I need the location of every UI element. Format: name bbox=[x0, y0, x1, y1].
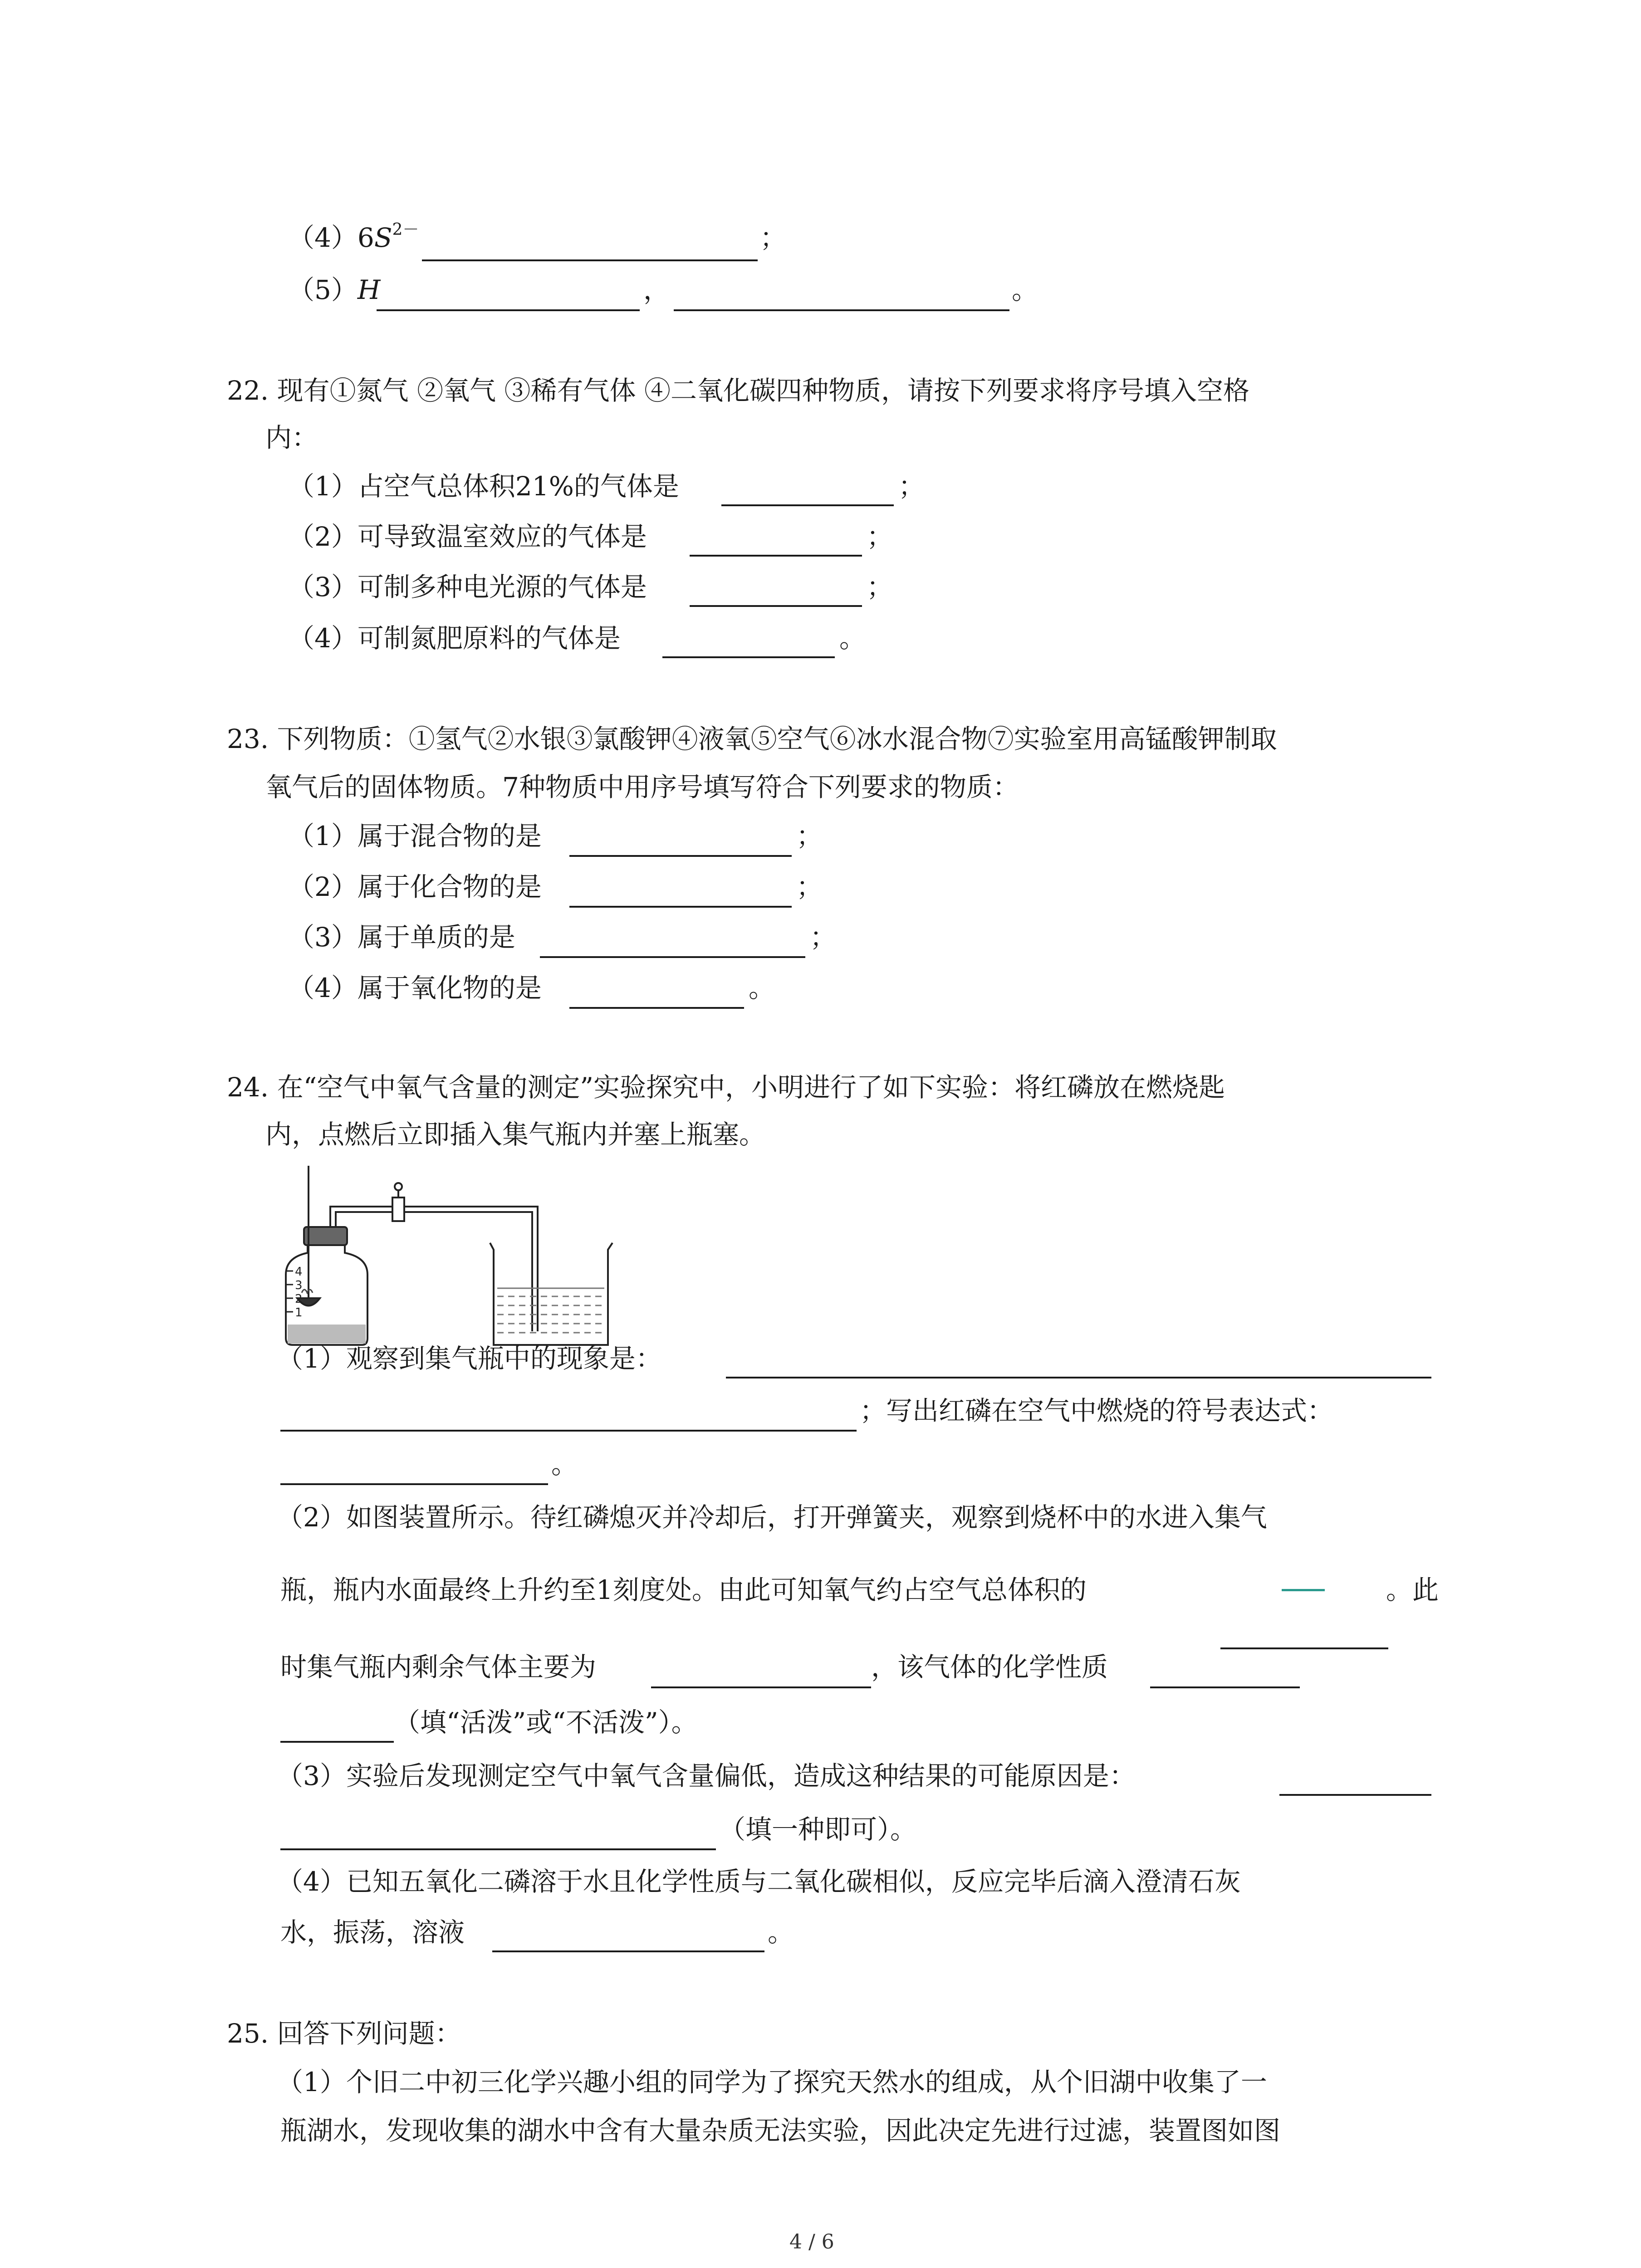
q24-p3-blank-b[interactable] bbox=[280, 1848, 716, 1850]
q23-item1: （1）属于混合物的是 bbox=[288, 821, 542, 851]
q21-item4-symbol: S bbox=[374, 222, 392, 253]
q22-item1: （1）占空气总体积21%的气体是 bbox=[288, 471, 679, 502]
q24-p2-line2: 瓶，瓶内水面最终上升约至1刻度处。由此可知氧气约占空气总体积的 bbox=[280, 1574, 1087, 1605]
q23-stem-line1: 23. 下列物质：①氢气②水银③氯酸钾④液氧⑤空气⑥冰水混合物⑦实验室用高锰酸钾制取 bbox=[227, 723, 1277, 754]
q22-item2: （2）可导致温室效应的气体是 bbox=[288, 521, 647, 552]
q22-item3-blank[interactable] bbox=[690, 605, 862, 607]
q24-p2-line1: （2）如图装置所示。待红磷熄灭并冷却后，打开弹簧夹，观察到烧杯中的水进入集气 bbox=[277, 1502, 1267, 1533]
q22-item3: （3）可制多种电光源的气体是 bbox=[288, 572, 647, 602]
q21-item5-label: （5）H bbox=[288, 274, 381, 305]
q24-p4-line2: 水，振荡，溶液 bbox=[280, 1917, 465, 1948]
q22-item4-blank[interactable] bbox=[662, 656, 835, 658]
q21-item5-blank-a[interactable] bbox=[377, 309, 640, 311]
page-number: 4 / 6 bbox=[789, 2230, 834, 2253]
q23-item4: （4）属于氧化物的是 bbox=[288, 973, 542, 1003]
q21-item4-charge: 2－ bbox=[392, 220, 419, 239]
q24-p1-line3-end: 。 bbox=[551, 1449, 578, 1480]
q24-p4-line1: （4）已知五氧化二磷溶于水且化学性质与二氧化碳相似，反应完毕后滴入澄清石灰 bbox=[277, 1866, 1241, 1897]
q24-p1-blank3[interactable] bbox=[280, 1483, 548, 1485]
q23-item2-blank[interactable] bbox=[569, 906, 792, 908]
q25-line2: 瓶湖水，发现收集的湖水中含有大量杂质无法实验，因此决定先进行过滤，装置图如图 bbox=[280, 2115, 1281, 2146]
jar-stopper bbox=[304, 1227, 347, 1245]
q22-item4: （4）可制氮肥原料的气体是 bbox=[288, 623, 621, 654]
q24-p4-line2-end: 。 bbox=[768, 1917, 794, 1948]
q23-item3: （3）属于单质的是 bbox=[288, 922, 515, 953]
scale-label-3: 3 bbox=[295, 1279, 303, 1292]
q24-p1-blank2[interactable] bbox=[280, 1430, 857, 1432]
q24-p2-line2-end: 。此 bbox=[1386, 1574, 1439, 1605]
q22-stem-line2: 内： bbox=[265, 422, 318, 453]
q24-p3-line1: （3）实验后发现测定空气中氧气含量偏低，造成这种结果的可能原因是： bbox=[277, 1760, 1136, 1791]
scale-label-2: 2 bbox=[295, 1292, 303, 1306]
beaker bbox=[490, 1243, 612, 1345]
q21-item4-blank[interactable] bbox=[422, 259, 758, 261]
q24-p2-line3: 时集气瓶内剩余气体主要为 bbox=[280, 1652, 597, 1682]
q21-item5-comma: ， bbox=[643, 274, 670, 305]
scale-label-4: 4 bbox=[295, 1265, 303, 1279]
q24-p1-line2-end: ；写出红磷在空气中燃烧的符号表达式： bbox=[860, 1395, 1334, 1426]
q24-p1-blank1[interactable] bbox=[726, 1377, 1431, 1378]
q24-p3-blank-a[interactable] bbox=[1279, 1794, 1431, 1796]
q21-item4-label: $(4)6S^{2-}$ bbox=[288, 220, 419, 253]
q21-item4-end: ； bbox=[760, 222, 787, 253]
q24-p2-blank-gas[interactable] bbox=[651, 1686, 871, 1688]
q23-item2-end: ； bbox=[796, 871, 823, 902]
q25-stem: 25. 回答下列问题： bbox=[227, 2018, 461, 2049]
q23-item4-end: 。 bbox=[749, 973, 775, 1003]
q22-item3-end: ； bbox=[867, 572, 893, 602]
q24-p3-line2-end: （填一种即可）。 bbox=[719, 1814, 917, 1845]
q23-item1-end: ； bbox=[796, 821, 823, 851]
delivery-tube bbox=[330, 1207, 538, 1331]
q24-p2-blank-prop-b[interactable] bbox=[280, 1741, 394, 1743]
q24-p4-blank[interactable] bbox=[492, 1950, 764, 1952]
q22-item2-blank[interactable] bbox=[690, 555, 862, 557]
q24-stem-line1: 24. 在“空气中氧气含量的测定”实验探究中，小明进行了如下实验：将红磷放在燃烧匙 bbox=[227, 1072, 1225, 1103]
jar-water bbox=[288, 1325, 366, 1344]
q23-item4-blank[interactable] bbox=[569, 1007, 744, 1009]
q22-item1-end: ； bbox=[898, 471, 925, 502]
apparatus-figure bbox=[277, 1152, 767, 1352]
q23-stem-line2: 氧气后的固体物质。7种物质中用序号填写符合下列要求的物质： bbox=[265, 772, 1019, 802]
q24-p1-line1: （1）观察到集气瓶中的现象是： bbox=[277, 1343, 662, 1374]
q23-item2: （2）属于化合物的是 bbox=[288, 871, 542, 902]
q21-item5-end: 。 bbox=[1012, 274, 1038, 305]
q22-item1-blank[interactable] bbox=[721, 504, 894, 506]
q25-line1: （1）个旧二中初三化学兴趣小组的同学为了探究天然水的组成，从个旧湖中收集了一 bbox=[277, 2067, 1267, 2097]
q24-p2-line3-mid: ，该气体的化学性质 bbox=[871, 1652, 1108, 1682]
q22-stem-line1: 22. 现有①氮气 ②氧气 ③稀有气体 ④二氧化碳四种物质，请按下列要求将序号填入空格 bbox=[227, 375, 1249, 406]
q21-item5-blank-b[interactable] bbox=[674, 309, 1009, 311]
q24-p2-line4-end: （填“活泼”或“不活泼”）。 bbox=[394, 1707, 698, 1738]
q24-fraction-bar bbox=[1282, 1589, 1325, 1591]
q23-item3-end: ； bbox=[810, 922, 837, 953]
scale-label-1: 1 bbox=[295, 1306, 303, 1320]
q22-item4-end: 。 bbox=[839, 623, 866, 654]
q23-item1-blank[interactable] bbox=[569, 855, 792, 857]
q24-stem-line2: 内，点燃后立即插入集气瓶内并塞上瓶塞。 bbox=[265, 1119, 766, 1150]
spring-clamp bbox=[392, 1198, 404, 1221]
q21-item5-symbol: H bbox=[357, 274, 381, 305]
q24-p2-fraction-blank[interactable] bbox=[1220, 1647, 1388, 1649]
q22-item2-end: ； bbox=[867, 521, 893, 552]
q23-item3-blank[interactable] bbox=[540, 956, 805, 958]
q24-p2-blank-prop-a[interactable] bbox=[1150, 1686, 1300, 1688]
